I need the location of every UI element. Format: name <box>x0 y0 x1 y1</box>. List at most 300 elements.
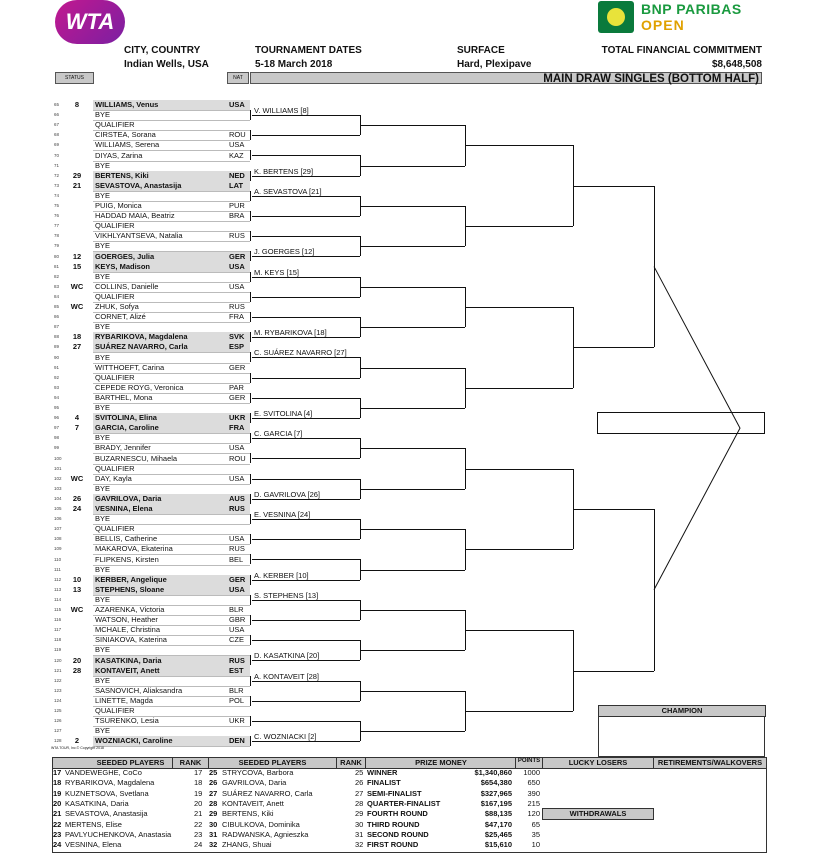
draw-position: 104 <box>54 495 62 501</box>
player-name: WATSON, Heather <box>95 615 158 625</box>
player-name: QUALIFIER <box>95 706 135 715</box>
bracket-connector <box>250 554 251 564</box>
bracket-line <box>465 549 573 550</box>
bracket-line <box>573 509 654 510</box>
draw-line <box>93 352 250 353</box>
player-name: BYE <box>95 726 111 736</box>
seeded-header-left: SEEDED PLAYERS <box>52 757 209 769</box>
player-name: HADDAD MAIA, Beatriz <box>95 211 175 221</box>
player-nationality: EST <box>229 665 244 675</box>
seed-number: 28 <box>209 798 218 808</box>
bracket-line <box>465 388 573 389</box>
round2-line <box>252 458 360 459</box>
player-name: BYE <box>95 483 111 493</box>
prize-amount: $327,965 <box>480 788 512 798</box>
ranking-points: 390 <box>527 788 540 798</box>
draw-position: 91 <box>54 364 60 370</box>
seeded-player-name: KASATKINA, Daria <box>65 798 129 808</box>
player-nationality: USA <box>229 473 245 483</box>
draw-position: 100 <box>54 455 62 461</box>
player-name: SUÁREZ NAVARRO, Carla <box>95 342 188 352</box>
draw-line <box>93 322 250 323</box>
draw-line <box>93 161 250 162</box>
round2-line <box>252 681 360 682</box>
draw-position: 94 <box>54 394 60 400</box>
draw-position: 107 <box>54 526 62 532</box>
player-nationality: DEN <box>229 736 245 746</box>
seed-or-status: 27 <box>72 342 82 352</box>
rank-header-right: RANK <box>336 757 366 769</box>
draw-position: 84 <box>54 293 60 299</box>
final-winner-box <box>597 412 765 434</box>
player-nationality: GER <box>229 574 246 584</box>
player-nationality: FRA <box>229 312 244 322</box>
round2-name: C. WOZNIACKI [2] <box>254 732 317 742</box>
seeded-player-name: ZHANG, Shuai <box>222 840 272 850</box>
player-name: VIKHLYANTSEVA, Natalia <box>95 231 183 241</box>
bracket-line <box>360 368 465 369</box>
seeded-player-rank: 25 <box>355 768 364 777</box>
draw-position: 108 <box>54 536 62 542</box>
bracket-line <box>360 570 465 571</box>
draw-position: 93 <box>54 384 60 390</box>
draw-position: 69 <box>54 142 60 148</box>
player-name: WITTHOEFT, Carina <box>95 362 165 372</box>
round2-line <box>252 600 360 601</box>
bracket-line <box>573 671 654 672</box>
player-name: WILLIAMS, Serena <box>95 140 160 150</box>
player-name: MCHALE, Christina <box>95 625 161 635</box>
prize-round: THIRD ROUND <box>367 819 420 829</box>
draw-position: 117 <box>54 627 62 633</box>
ranking-points: 215 <box>527 798 540 808</box>
player-name: KASATKINA, Daria <box>95 655 162 665</box>
player-name: MAKAROVA, Ekaterina <box>95 544 173 554</box>
seed-number: 18 <box>53 778 62 788</box>
seeded-player-name: KONTAVEIT, Anett <box>222 798 284 808</box>
bracket-line <box>360 448 465 449</box>
draw-position: 99 <box>54 445 60 451</box>
round2-line <box>252 196 360 197</box>
ranking-points: 1000 <box>523 768 540 777</box>
bracket-connector <box>250 231 251 241</box>
seeded-player-rank: 32 <box>355 840 364 850</box>
prize-amount: $1,340,860 <box>474 768 512 777</box>
bracket-connector <box>250 676 251 686</box>
seed-or-status: 21 <box>72 180 82 190</box>
seeded-player-rank: 20 <box>194 798 203 808</box>
player-name: BELLIS, Catherine <box>95 534 158 544</box>
seed-number: 31 <box>209 829 218 839</box>
draw-line <box>93 595 250 596</box>
bracket-line <box>360 529 465 530</box>
player-name: BYE <box>95 514 111 524</box>
player-name: WILLIAMS, Venus <box>95 100 159 109</box>
draw-position: 128 <box>54 738 62 744</box>
player-nationality: BRA <box>229 211 245 221</box>
player-name: STEPHENS, Sloane <box>95 584 165 594</box>
player-name: QUALIFIER <box>95 463 135 473</box>
surface-value: Hard, Plexipave <box>457 59 532 70</box>
seed-number: 23 <box>53 829 62 839</box>
bracket-line <box>360 489 465 490</box>
draw-position: 76 <box>54 213 60 219</box>
round2-line <box>252 337 360 338</box>
seed-number: 30 <box>209 819 218 829</box>
draw-position: 73 <box>54 182 60 188</box>
player-nationality: USA <box>229 625 245 635</box>
player-nationality: BLR <box>229 605 244 614</box>
bracket-connector <box>250 373 251 383</box>
round2-line <box>252 519 360 520</box>
player-name: DAY, Kayla <box>95 473 132 483</box>
bracket-line <box>360 610 465 611</box>
draw-position: 77 <box>54 223 60 229</box>
draw-position: 120 <box>54 657 62 663</box>
draw-position: 112 <box>54 576 62 582</box>
player-name: COLLINS, Danielle <box>95 281 159 291</box>
draw-position: 116 <box>54 617 62 623</box>
bracket-line <box>360 166 465 167</box>
draw-position: 126 <box>54 718 62 724</box>
player-name: CEPEDE ROYG, Veronica <box>95 382 184 392</box>
seed-number: 21 <box>53 809 62 819</box>
seeded-player-name: SEVASTOVA, Anastasija <box>65 809 148 819</box>
draw-position: 115 <box>54 607 62 612</box>
round2-line <box>252 398 360 399</box>
seed-or-status: 2 <box>74 736 80 746</box>
retirements-header: RETIREMENTS/WALKOVERS <box>653 757 767 769</box>
bracket-connector <box>250 655 251 665</box>
prize-round: SEMI-FINALIST <box>367 788 422 798</box>
round2-name: K. BERTENS [29] <box>254 166 314 176</box>
bracket-line <box>465 226 573 227</box>
draw-line <box>93 676 250 677</box>
round2-line <box>252 176 360 177</box>
player-nationality: PAR <box>229 382 244 392</box>
seed-number: 25 <box>209 768 218 777</box>
seeded-player-name: SUÁREZ NAVARRO, Carla <box>222 788 313 798</box>
player-nationality: USA <box>229 100 245 109</box>
bracket-connector <box>250 514 251 524</box>
seed-number: 22 <box>53 819 62 829</box>
seeded-player-rank: 24 <box>194 840 203 850</box>
round2-line <box>252 580 360 581</box>
prize-round: QUARTER-FINALIST <box>367 798 441 808</box>
round2-name: J. GOERGES [12] <box>254 247 315 257</box>
bracket-line <box>360 206 465 207</box>
draw-line <box>93 514 250 515</box>
seeded-player-name: RADWANSKA, Agnieszka <box>222 829 309 839</box>
player-nationality: KAZ <box>229 150 244 160</box>
bracket-connector <box>250 272 251 282</box>
draw-line <box>93 191 250 192</box>
seeded-player-rank: 19 <box>194 788 203 798</box>
bracket-connector <box>250 171 251 181</box>
seed-number: 17 <box>53 768 62 777</box>
bracket-connector <box>250 534 251 544</box>
ranking-points: 35 <box>531 829 540 839</box>
player-name: BYE <box>95 433 111 443</box>
bracket-connector <box>250 494 251 504</box>
player-name: QUALIFIER <box>95 291 135 301</box>
draw-position: 86 <box>54 314 60 320</box>
seed-number: 32 <box>209 840 218 850</box>
draw-position: 106 <box>54 516 62 522</box>
bracket-line <box>465 307 573 308</box>
draw-position: 127 <box>54 728 62 734</box>
draw-position: 71 <box>54 162 60 168</box>
bracket-connector <box>250 150 251 160</box>
round2-name: V. WILLIAMS [8] <box>254 106 309 116</box>
seeded-player-name: RYBARIKOVA, Magdalena <box>65 778 155 788</box>
prize-amount: $47,170 <box>484 819 512 829</box>
player-name: BYE <box>95 564 111 574</box>
seeded-player-rank: 23 <box>194 829 203 839</box>
bracket-connector <box>250 393 251 403</box>
player-name: WOZNIACKI, Caroline <box>95 736 173 746</box>
champion-header: CHAMPION <box>598 705 766 717</box>
player-name: LINETTE, Magda <box>95 695 153 705</box>
bracket-connector <box>250 575 251 585</box>
draw-position: 68 <box>54 132 60 138</box>
draw-position: 65 <box>54 102 60 107</box>
draw-position: 87 <box>54 324 60 330</box>
player-name: GOERGES, Julia <box>95 251 155 261</box>
wta-logo <box>55 0 125 44</box>
draw-position: 111 <box>54 566 61 572</box>
player-nationality: USA <box>229 261 245 271</box>
player-nationality: ROU <box>229 453 246 463</box>
seed-number: 27 <box>209 788 218 798</box>
seeded-player-rank: 31 <box>355 829 364 839</box>
round2-line <box>252 620 360 621</box>
player-nationality: UKR <box>229 716 245 726</box>
round2-line <box>252 438 360 439</box>
player-name: BRADY, Jennifer <box>95 443 151 453</box>
round2-name: E. SVITOLINA [4] <box>254 409 313 419</box>
round2-line <box>252 479 360 480</box>
round2-name: E. VESNINA [24] <box>254 510 311 520</box>
seed-or-status: 29 <box>72 170 82 180</box>
round2-line <box>252 499 360 500</box>
draw-line <box>93 645 250 646</box>
player-nationality: USA <box>229 443 245 453</box>
bracket-line <box>360 650 465 651</box>
draw-line <box>93 565 250 566</box>
seeded-player-name: MERTENS, Elise <box>65 819 122 829</box>
seeded-player-name: GAVRILOVA, Daria <box>222 778 287 788</box>
player-name: BYE <box>95 271 111 281</box>
prize-round: FOURTH ROUND <box>367 809 428 819</box>
round2-line <box>252 640 360 641</box>
draw-line <box>93 110 250 111</box>
draw-position: 80 <box>54 253 60 259</box>
player-name: BYE <box>95 645 111 655</box>
seed-or-status: WC <box>70 605 84 614</box>
seed-or-status: WC <box>70 302 84 311</box>
seeded-player-rank: 28 <box>355 798 364 808</box>
bracket-connector <box>654 186 655 348</box>
draw-position: 85 <box>54 304 60 309</box>
round2-line <box>252 115 360 116</box>
sponsor-open: OPEN <box>641 17 685 33</box>
wta-logo-text: WTA <box>65 9 115 34</box>
player-name: BYE <box>95 675 111 685</box>
bracket-connector <box>250 110 251 120</box>
player-nationality: GER <box>229 392 246 402</box>
draw-position: 124 <box>54 697 62 703</box>
bracket-connector <box>250 332 251 342</box>
seed-number: 20 <box>53 798 62 808</box>
rank-header-left: RANK <box>172 757 209 769</box>
player-name: GAVRILOVA, Daria <box>95 493 162 503</box>
player-name: CORNET, Alizé <box>95 312 146 322</box>
commitment-value: $8,648,508 <box>711 59 762 70</box>
player-nationality: SVK <box>229 332 245 342</box>
player-nationality: AUS <box>229 493 245 503</box>
bracket-line <box>360 408 465 409</box>
player-nationality: LAT <box>229 180 244 190</box>
draw-position: 121 <box>54 667 62 673</box>
draw-position: 105 <box>54 506 62 511</box>
player-name: ZHUK, Sofya <box>95 302 139 311</box>
draw-line <box>93 746 250 747</box>
player-name: BYE <box>95 594 111 604</box>
seeded-player-rank: 29 <box>355 809 364 819</box>
draw-line <box>93 272 250 273</box>
prize-amount: $25,465 <box>484 829 512 839</box>
player-name: BYE <box>95 352 111 362</box>
player-nationality: RUS <box>229 655 245 665</box>
draw-position: 110 <box>54 556 62 562</box>
city-label: CITY, COUNTRY <box>124 45 201 56</box>
draw-line <box>93 433 250 434</box>
player-nationality: USA <box>229 534 245 544</box>
draw-position: 97 <box>54 425 60 431</box>
player-nationality: NED <box>229 170 245 180</box>
player-nationality: BEL <box>229 554 244 564</box>
tennis-ball-icon <box>598 1 634 33</box>
player-nationality: UKR <box>229 413 246 423</box>
prize-round: FIRST ROUND <box>367 840 419 850</box>
player-name: SVITOLINA, Elina <box>95 413 157 423</box>
seed-or-status: 12 <box>72 251 82 261</box>
bracket-line <box>360 287 465 288</box>
round2-name: M. KEYS [15] <box>254 267 300 277</box>
seed-or-status: 26 <box>72 493 82 503</box>
prize-amount: $654,380 <box>480 778 512 788</box>
ranking-points: 120 <box>527 809 540 819</box>
draw-position: 74 <box>54 192 60 198</box>
seeded-player-name: CIBULKOVA, Dominika <box>222 819 300 829</box>
draw-position: 102 <box>54 475 62 481</box>
seeded-player-rank: 27 <box>355 788 364 798</box>
prize-amount: $167,195 <box>480 798 512 808</box>
draw-position: 79 <box>54 243 60 249</box>
round2-name: D. GAVRILOVA [26] <box>254 489 320 499</box>
round2-line <box>252 378 360 379</box>
draw-position: 78 <box>54 233 60 239</box>
city-value: Indian Wells, USA <box>124 59 209 70</box>
round2-line <box>252 539 360 540</box>
dates-label: TOURNAMENT DATES <box>255 45 362 56</box>
draw-position: 109 <box>54 546 62 552</box>
seeded-player-name: BERTENS, Kiki <box>222 809 274 819</box>
round2-line <box>252 741 360 742</box>
draw-position: 92 <box>54 374 60 380</box>
player-name: QUALIFIER <box>95 221 135 231</box>
seed-or-status: 8 <box>74 100 80 109</box>
player-nationality: RUS <box>229 231 245 241</box>
player-name: QUALIFIER <box>95 120 135 130</box>
player-name: PUIG, Monica <box>95 201 142 210</box>
bracket-connector <box>250 736 251 746</box>
seed-number: 24 <box>53 840 62 850</box>
seed-or-status: 28 <box>72 665 82 675</box>
seeded-player-rank: 30 <box>355 819 364 829</box>
draw-line <box>93 726 250 727</box>
player-name: QUALIFIER <box>95 524 135 534</box>
player-name: BYE <box>95 190 111 200</box>
bracket-line <box>465 469 573 470</box>
player-name: KEYS, Madison <box>95 261 151 271</box>
prize-amount: $15,610 <box>484 840 512 850</box>
seeded-player-rank: 21 <box>194 809 203 819</box>
player-name: KERBER, Angelique <box>95 574 167 584</box>
bracket-connector <box>250 635 251 645</box>
bracket-connector <box>250 191 251 201</box>
seed-number: 19 <box>53 788 62 798</box>
bracket-connector <box>250 130 251 140</box>
round2-line <box>252 660 360 661</box>
player-name: BYE <box>95 110 111 120</box>
bracket-line <box>360 731 465 732</box>
bracket-line <box>465 145 573 146</box>
player-nationality: RUS <box>229 504 245 513</box>
draw-line <box>93 484 250 485</box>
seeded-player-name: VESNINA, Elena <box>65 840 122 850</box>
player-name: BARTHEL, Mona <box>95 392 153 402</box>
prize-round: FINALIST <box>367 778 401 788</box>
round2-name: A. KONTAVEIT [28] <box>254 671 320 681</box>
seed-or-status: WC <box>70 473 84 483</box>
player-nationality: CZE <box>229 635 244 645</box>
player-nationality: RUS <box>229 544 245 554</box>
seed-or-status: 4 <box>74 413 80 423</box>
champion-box <box>598 716 765 757</box>
seeded-player-name: PAVLYUCHENKOVA, Anastasia <box>65 829 172 839</box>
round2-line <box>252 357 360 358</box>
seed-number: 26 <box>209 778 218 788</box>
bracket-line <box>573 186 654 187</box>
player-name: BERTENS, Kiki <box>95 170 149 180</box>
player-name: BYE <box>95 322 111 332</box>
round2-name: M. RYBARIKOVA [18] <box>254 328 327 338</box>
player-nationality: ROU <box>229 130 246 140</box>
seed-number: 29 <box>209 809 218 819</box>
surface-label: SURFACE <box>457 45 505 56</box>
player-name: FLIPKENS, Kirsten <box>95 554 159 564</box>
commitment-label: TOTAL FINANCIAL COMMITMENT <box>601 45 762 56</box>
bracket-connector <box>250 433 251 443</box>
seeded-player-name: STRYCOVA, Barbora <box>222 768 294 777</box>
player-name: SASNOVICH, Aliaksandra <box>95 685 183 695</box>
bracket-connector <box>250 413 251 423</box>
seeded-player-rank: 22 <box>194 819 203 829</box>
player-name: VESNINA, Elena <box>95 504 153 513</box>
player-name: SINIAKOVA, Katerina <box>95 635 167 645</box>
